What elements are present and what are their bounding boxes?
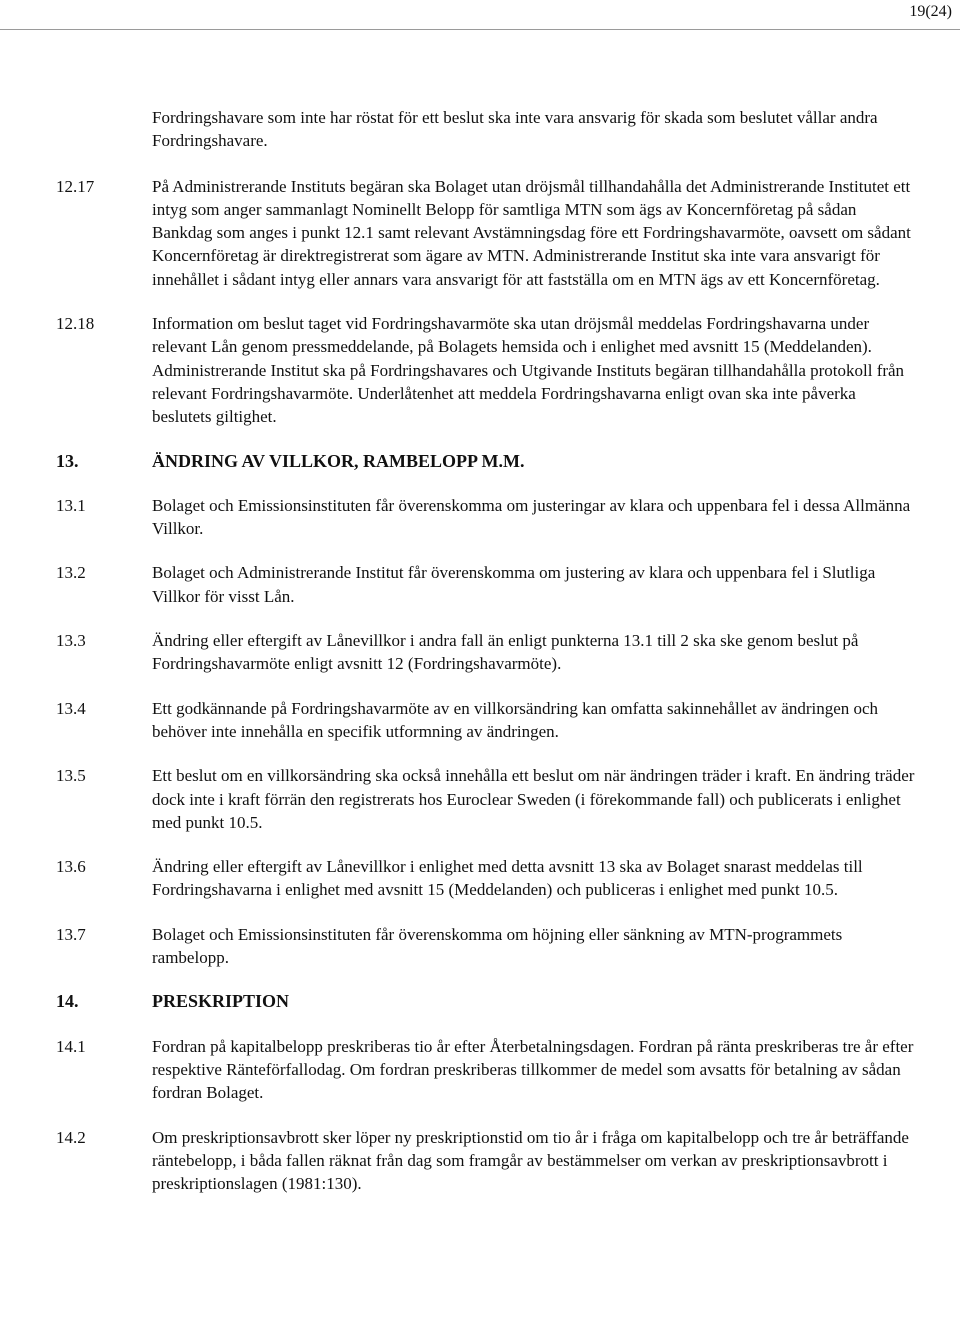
heading-title: PRESKRIPTION bbox=[152, 991, 290, 1012]
header-divider bbox=[0, 29, 960, 30]
section-13-5 bbox=[56, 764, 916, 834]
section-number: 13.1 bbox=[56, 495, 86, 515]
heading-14 bbox=[56, 990, 916, 1013]
page-number: 19(24) bbox=[909, 3, 952, 20]
section-number: 13.2 bbox=[56, 563, 86, 583]
document-body bbox=[56, 106, 916, 1195]
section-text: Om preskriptionsavbrott sker löper ny preskriptionstid om tio år i fråga om kapitalbelopp och tre år beträffande räntebelopp, i båda fallen räknat från dag som framgår av bestämmelser om verkan av preskriptionsavbrott i preskriptionslagen (1981:130). bbox=[152, 1127, 909, 1194]
section-number: 13.7 bbox=[56, 924, 86, 944]
section-number: 14.1 bbox=[56, 1036, 86, 1056]
section-number: 13.4 bbox=[56, 698, 86, 718]
section-14-1 bbox=[56, 1035, 916, 1105]
section-12-17 bbox=[56, 175, 916, 291]
intro-paragraph: Fordringshavare som inte har röstat för ett beslut ska inte vara ansvarig för skada som beslutet vållar andra Fordringshavare. bbox=[152, 108, 878, 151]
section-text: Bolaget och Administrerande Institut får överenskomma om justering av klara och uppenbara fel i Slutliga Villkor för visst Lån. bbox=[152, 563, 876, 606]
section-13-2 bbox=[56, 561, 916, 608]
heading-title: ÄNDRING AV VILLKOR, RAMBELOPP M.M. bbox=[152, 450, 525, 471]
section-number: 14.2 bbox=[56, 1127, 86, 1147]
heading-13 bbox=[56, 450, 916, 473]
section-text: Ändring eller eftergift av Lånevillkor i enlighet med detta avsnitt 13 ska av Bolaget snarast meddelas till Fordringshavarna i enlighet med avsnitt 15 (Meddelanden) och publiceras i enlighet med punkt 10.5. bbox=[152, 857, 863, 900]
section-number: 12.18 bbox=[56, 314, 95, 334]
heading-number: 13. bbox=[56, 450, 79, 471]
section-number: 12.17 bbox=[56, 176, 95, 196]
section-13-6 bbox=[56, 855, 916, 902]
section-14-2 bbox=[56, 1126, 916, 1196]
section-12-18 bbox=[56, 312, 916, 428]
section-number: 13.3 bbox=[56, 631, 86, 651]
section-13-1 bbox=[56, 494, 916, 541]
section-text: Ett beslut om en villkorsändring ska också innehålla ett beslut om när ändringen träder i kraft. En ändring träder dock inte i kraft förrän den registrerats hos Euroclear Sweden (i förekommande fall) och publicerats i enlighet med punkt 10.5. bbox=[152, 766, 915, 832]
section-number: 13.6 bbox=[56, 857, 86, 877]
section-text: Bolaget och Emissionsinstituten får överenskomma om justeringar av klara och uppenbara fel i dessa Allmänna Villkor. bbox=[152, 495, 911, 539]
section-number: 13.5 bbox=[56, 766, 86, 786]
section-text: Ett godkännande på Fordringshavarmöte av en villkorsändring kan omfatta sakinnehållet av ändringen och behöver inte innehålla en specifik utformning av ändringen. bbox=[152, 698, 879, 741]
section-text: På Administrerande Instituts begäran ska Bolaget utan dröjsmål tillhandahålla det Administrerande Institutet ett intyg som anger sammanlagt Nominellt Belopp för samtliga MTN som ägs av Koncernföretag på sådan Bankdag som anges i punkt 12.1 samt relevant Avstämningsdag före ett Fordringshavarmöte, oavsett om sådant Koncernföretag är direktregistrerat som ägare av MTN. Administrerande Institut ska inte vara ansvarigt för innehållet i sådant intyg eller annars vara ansvarigt för att fastställa om en MTN ägs av ett Koncernföretag. bbox=[152, 176, 911, 289]
section-13-7 bbox=[56, 923, 916, 970]
section-text: Ändring eller eftergift av Lånevillkor i andra fall än enligt punkterna 13.1 till 2 ska ske genom beslut på Fordringshavarmöte enligt avsnitt 12 (Fordringshavarmöte). bbox=[152, 631, 859, 674]
section-text: Bolaget och Emissionsinstituten får överenskomma om höjning eller sänkning av MTN-programmets rambelopp. bbox=[152, 924, 843, 968]
section-13-3 bbox=[56, 629, 916, 676]
section-text: Information om beslut taget vid Fordringshavarmöte ska utan dröjsmål meddelas Fordringshavarna under relevant Lån genom pressmeddelande, på Bolagets hemsida och i enlighet med avsnitt 15 (Meddelanden). Administrerande Institut ska på Fordringshavares och Utgivande Instituts begäran tillhandahålla protokoll från relevant Fordringshavarmöte. Underlåtenhet att meddela Fordringshavarna enligt ovan ska inte påverka beslutets giltighet. bbox=[152, 314, 905, 427]
section-text: Fordran på kapitalbelopp preskriberas tio år efter Återbetalningsdagen. Fordran på ränta preskriberas tre år efter respektive Ränteförfallodag. Om fordran preskriberas tillkommer de medel som avsatts för betalning av sådan fordran Bolaget. bbox=[152, 1036, 914, 1103]
heading-number: 14. bbox=[56, 991, 79, 1012]
section-13-4 bbox=[56, 697, 916, 744]
